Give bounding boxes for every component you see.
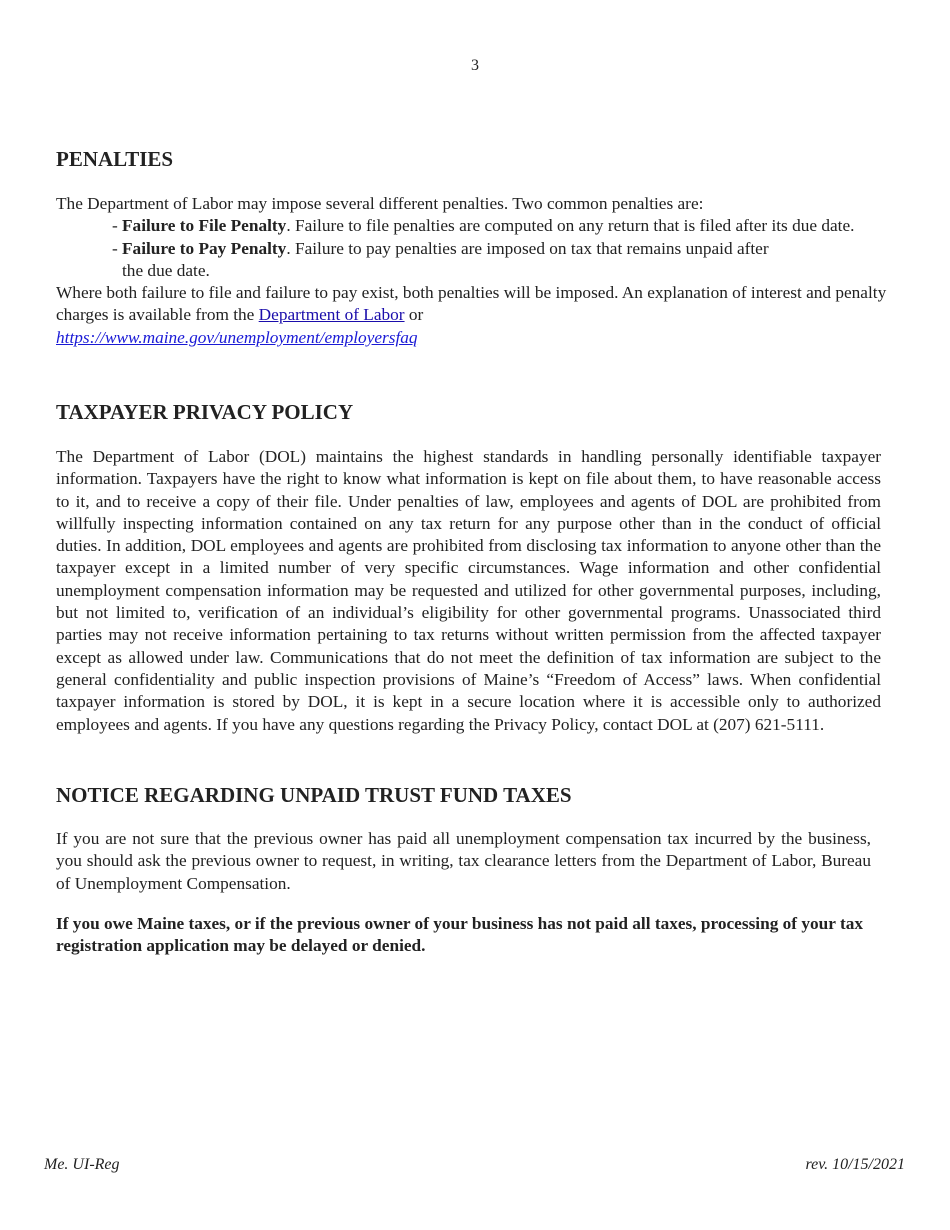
penalty-title: Failure to File Penalty — [122, 216, 287, 236]
penalty-text: . Failure to file penalties are computed on any return that is filed after its due date. — [286, 216, 855, 236]
penalties-section — [56, 193, 898, 349]
privacy-heading: TAXPAYER PRIVACY POLICY — [56, 400, 354, 424]
penalties-closing — [56, 282, 898, 349]
trust-fund-body: If you are not sure that the previous owner has paid all unemployment compensation tax incurred by the business, you should ask the previous owner to request, in writing, tax clearance letters from the Department of Labor, Bureau of Unemployment Compensation. — [56, 829, 871, 893]
employers-faq-link[interactable]: https://www.maine.gov/unemployment/employersfaq — [56, 327, 418, 347]
penalty-title: Failure to Pay Penalty — [122, 238, 287, 258]
department-of-labor-link[interactable]: Department of Labor — [258, 305, 405, 325]
footer-revision: rev. 10/15/2021 — [805, 1156, 905, 1173]
penalties-heading: PENALTIES — [56, 147, 174, 171]
trust-fund-section — [56, 828, 871, 895]
penalty-text: . Failure to pay penalties are imposed on tax that remains unpaid after the due date. — [122, 238, 769, 280]
page-number: 3 — [471, 57, 479, 74]
footer-form-id: Me. UI-Reg — [44, 1156, 120, 1173]
trust-fund-warning: If you owe Maine taxes, or if the previous owner of your business has not paid all taxes, processing of your tax registration application may be delayed or denied. — [56, 914, 863, 956]
penalty-item-failure-to-pay — [56, 238, 782, 283]
trust-fund-heading: NOTICE REGARDING UNPAID TRUST FUND TAXES — [56, 783, 572, 807]
penalties-intro: The Department of Labor may impose several different penalties. Two common penalties are: — [56, 194, 704, 213]
privacy-section — [56, 446, 881, 736]
trust-fund-warning-block — [56, 913, 906, 958]
penalties-closing-or: or — [408, 305, 424, 325]
penalties-closing-text: Where both failure to file and failure to pay exist, both penalties will be imposed. An explanation of interest and penalty charges is available from the — [56, 283, 887, 325]
list-dash: - — [112, 216, 118, 236]
privacy-body: The Department of Labor (DOL) maintains the highest standards in handling personally identifiable taxpayer information. Taxpayers have the right to know what information is kept on file about them, to have reasonable access to it, and to receive a copy of their file. Under penalties of law, employees and agents of DOL are prohibited from willfully inspecting information contained on any tax return for any purpose other than in the conduct of official duties. In addition, DOL employees and agents are prohibited from disclosing tax information to anyone other than the taxpayer except in a limited number of very specific circumstances. Wage information and other confidential unemployment compensation information may be requested and utilized for other governmental purposes, including, but not limited to, verification of an individual’s eligibility for other governmental programs. Unassociated third parties may not receive information pertaining to tax returns without written permission from the affected taxpayer except as allowed under law. Communications that do not meet the definition of tax information are subject to the general confidentiality and public inspection provisions of Maine’s “Freedom of Access” laws. When confidential taxpayer information is stored by DOL, it is kept in a secure location where it is accessible only to authorized employees and agents. If you have any questions regarding the Privacy Policy, contact DOL at (207) 621-5111. — [56, 447, 881, 734]
list-dash: - — [112, 238, 118, 258]
penalty-item-failure-to-file — [56, 215, 898, 237]
